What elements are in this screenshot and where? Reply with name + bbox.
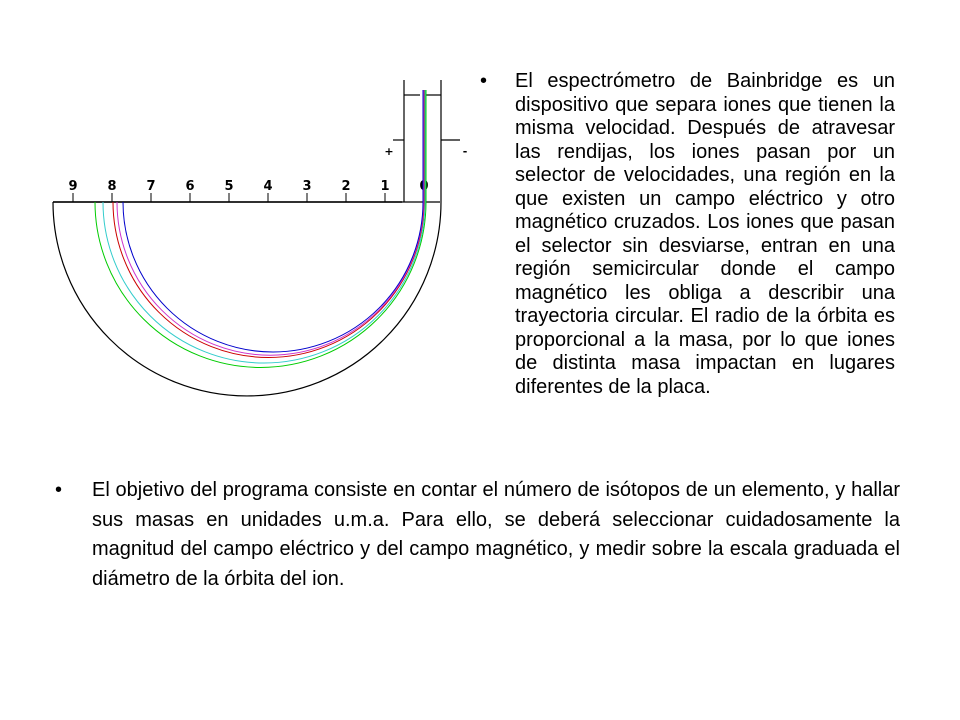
scale-label-4: 4: [263, 179, 273, 194]
orbit-cyan: [103, 90, 425, 363]
description-paragraph: El espectrómetro de Bainbridge es un dispositivo que separa iones que tienen la misma velocidad. Después de atravesar las rendijas, los iones pasan por un selector de velocidades, una región en la que existen un campo eléctrico y otro magnético cruzados. Los iones que pasan el selector sin desviarse, entran en una región semicircular donde el campo magnético les obliga a describir una trayectoria circular. El radio de la órbita es proporcional a la masa, por lo que iones de distinta masa impactan en lugares diferentes de la placa.: [515, 70, 895, 398]
objective-bullet: [55, 476, 900, 594]
orbit-magenta: [117, 90, 424, 355]
scale-label-9: 9: [68, 179, 78, 194]
orbit-green: [95, 90, 429, 367]
plus-label: +: [384, 145, 394, 158]
bullet-marker: •: [55, 479, 63, 501]
scale-labels: [68, 179, 428, 194]
scale-label-2: 2: [341, 179, 351, 194]
scale-label-6: 6: [185, 179, 195, 194]
scale-label-8: 8: [107, 179, 117, 194]
minus-label: -: [462, 145, 468, 158]
scale-ticks: [73, 193, 424, 202]
bainbridge-spectrometer-diagram: [40, 75, 470, 415]
description-bullet: [480, 70, 900, 399]
scale-label-0: 0: [419, 179, 429, 194]
scale-label-1: 1: [380, 179, 390, 194]
scale-label-7: 7: [146, 179, 156, 194]
bullet-marker: •: [480, 70, 488, 92]
orbit-red: [113, 90, 424, 358]
objective-paragraph: El objetivo del programa consiste en contar el número de isótopos de un elemento, y hallar sus masas en unidades u.m.a. Para ello, se deberá seleccionar cuidadosamente la magnitud del campo eléctrico y del campo magnético, y medir sobre la escala graduada el diámetro de la órbita del ion.: [92, 479, 900, 590]
scale-label-5: 5: [224, 179, 234, 194]
ion-orbits: [95, 90, 429, 367]
scale-label-3: 3: [302, 179, 312, 194]
